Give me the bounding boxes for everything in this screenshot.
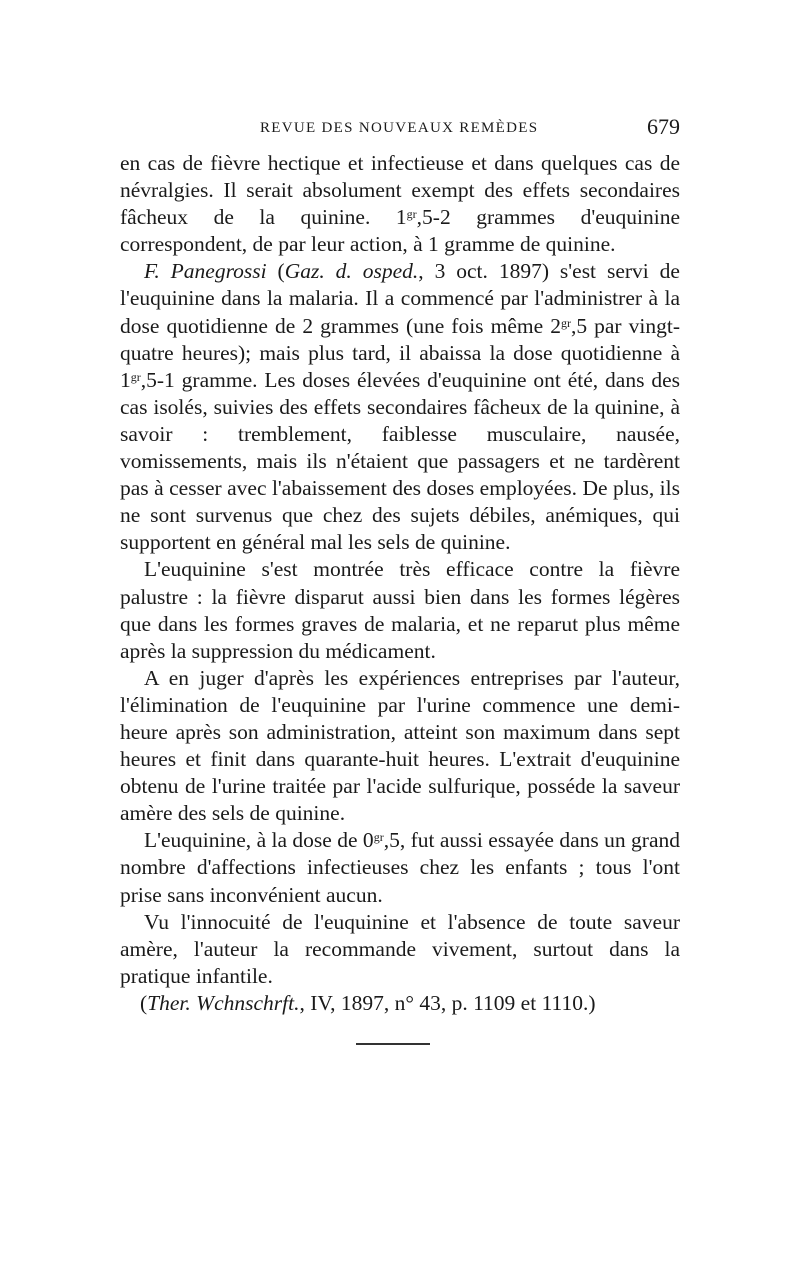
text-run: A en juger d'après les expériences entreprises par l'auteur, l'élimination de l'euquinine par l'urine commence une demi-heure après son administration, atteint son maximum dans sept heures et finit dans quarante-huit heures. L'extrait d'euquinine obtenu de l'urine traitée par l'acide sulfurique, posséde la saveur amère des sels de quinine. <box>120 665 680 826</box>
unit-superscript: gr <box>130 369 141 384</box>
text-run: en cas de fièvre hectique et infectieuse et dans quelques cas de névralgies. Il serait absolument exempt des effets secondaires fâcheux de la quinine. 1 <box>120 151 680 230</box>
page-number: 679 <box>647 114 680 139</box>
paragraph <box>120 556 680 664</box>
unit-superscript: gr <box>406 207 417 222</box>
italic-text: F. Panegrossi <box>144 259 267 284</box>
text-run: ,5, fut aussi essayée dans un grand nombre d'affections infectieuses chez les enfants ; tous l'ont prise sans inconvénient aucun. <box>120 828 680 907</box>
text-run: , 3 oct. 1897) s'est servi de l'euquinine dans la malaria. Il a commencé par l'administrer à la dose quotidienne de 2 grammes (une fois même 2 <box>120 259 680 338</box>
text-run: ,5 par vingt-quatre heures); mais plus tard, il abaissa la dose quotidienne à 1 <box>120 313 680 392</box>
running-title: REVUE DES NOUVEAUX REMÈDES <box>260 120 539 136</box>
text-run: ( <box>266 259 285 284</box>
page <box>120 116 680 1045</box>
text-run: , IV, 1897, n° 43, p. 1109 et 1110.) <box>299 990 596 1015</box>
source-citation <box>120 990 680 1017</box>
unit-superscript: gr <box>373 830 384 845</box>
paragraph <box>120 827 680 908</box>
text-run: L'euquinine, à la dose de 0 <box>144 828 374 853</box>
text-run: L'euquinine s'est montrée très efficace contre la fièvre palustre : la fièvre disparut aussi bien dans les formes légères que dans les formes graves de malaria, et ne reparut plus même après la suppression du médicament. <box>120 557 680 663</box>
article-body <box>120 150 680 1017</box>
paragraph <box>120 150 680 258</box>
paragraph <box>120 665 680 828</box>
paragraph <box>120 909 680 990</box>
end-rule <box>356 1043 430 1045</box>
italic-text: Ther. Wchnschrft. <box>147 990 300 1015</box>
paragraph <box>120 258 680 556</box>
text-run: ,5-2 grammes d'euquinine correspondent, de par leur action, à 1 gramme de quinine. <box>120 205 680 257</box>
text-run: ,5-1 gramme. Les doses élevées d'euquinine ont été, dans des cas isolés, suivies des effets secondaires fâcheux de la quinine, à savoir : tremblement, faiblesse musculaire, nausée, vomissements, mais ils n'étaient que passagers et ne tardèrent pas à cesser avec l'abaissement des doses employées. De plus, ils ne sont survenus que chez des sujets débiles, anémiques, qui supportent en général mal les sels de quinine. <box>120 367 680 555</box>
text-run: Vu l'innocuité de l'euquinine et l'absence de toute saveur amère, l'auteur la recommande vivement, surtout dans la pratique infantile. <box>120 909 680 988</box>
unit-superscript: gr <box>560 315 571 330</box>
text-run: ( <box>140 990 148 1015</box>
italic-text: Gaz. d. osped. <box>284 259 419 284</box>
running-head <box>120 116 680 140</box>
